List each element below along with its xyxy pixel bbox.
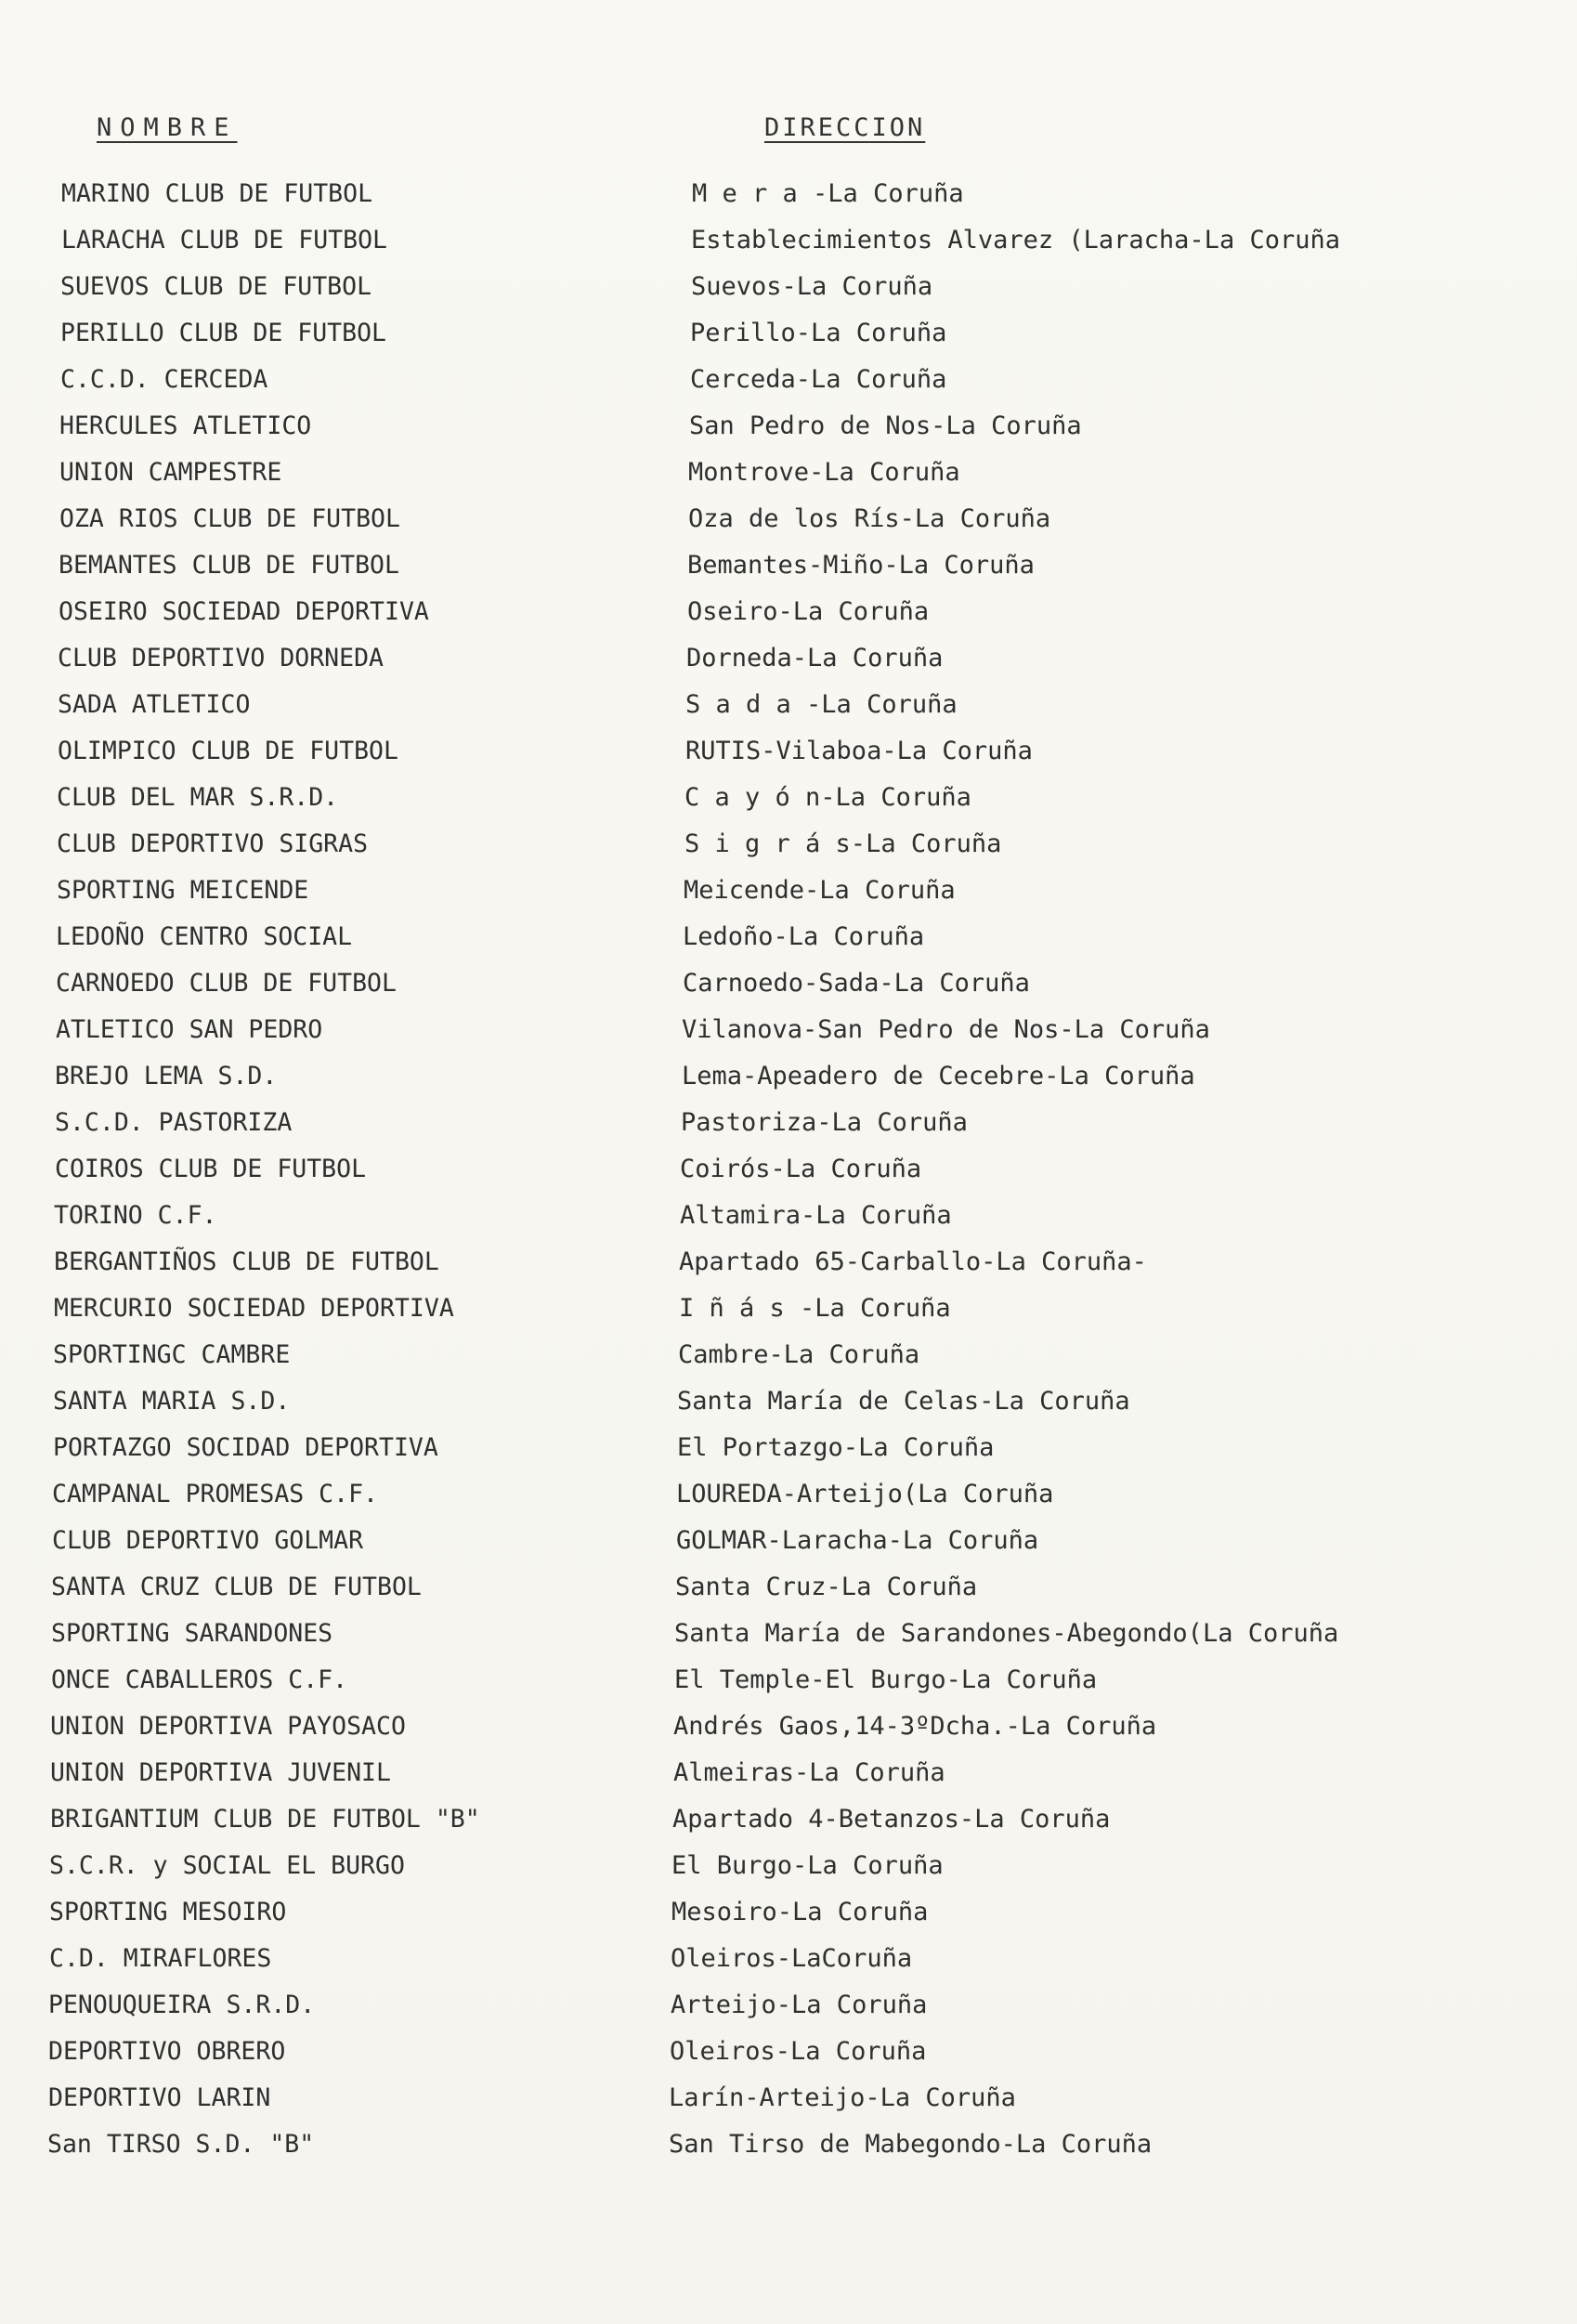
club-name: UNION DEPORTIVA JUVENIL bbox=[50, 1758, 391, 1787]
club-address: S a d a -La Coruña bbox=[685, 690, 958, 719]
club-address: I ñ á s -La Coruña bbox=[679, 1294, 951, 1323]
club-row bbox=[0, 969, 1577, 1006]
club-address: Andrés Gaos,14-3ºDcha.-La Coruña bbox=[673, 1712, 1157, 1741]
column-header-direccion: DIRECCION bbox=[764, 113, 926, 142]
club-row bbox=[0, 1340, 1577, 1377]
club-row bbox=[0, 272, 1577, 309]
club-row bbox=[0, 411, 1577, 449]
club-name: BREJO LEMA S.D. bbox=[55, 1062, 278, 1090]
club-row bbox=[0, 1433, 1577, 1470]
club-address: S i g r á s-La Coruña bbox=[684, 829, 1002, 858]
club-name: HERCULES ATLETICO bbox=[59, 411, 312, 440]
club-name: C.C.D. CERCEDA bbox=[60, 365, 268, 394]
club-row bbox=[0, 504, 1577, 542]
club-address: Coirós-La Coruña bbox=[680, 1155, 922, 1183]
club-row bbox=[0, 2037, 1577, 2074]
club-name: CARNOEDO CLUB DE FUTBOL bbox=[56, 969, 397, 998]
club-row bbox=[0, 365, 1577, 402]
club-address: El Portazgo-La Coruña bbox=[677, 1433, 995, 1462]
club-row bbox=[0, 1062, 1577, 1099]
club-row bbox=[0, 597, 1577, 634]
club-row bbox=[0, 319, 1577, 356]
club-name: PERILLO CLUB DE FUTBOL bbox=[60, 319, 386, 347]
club-name: SPORTING SARANDONES bbox=[51, 1619, 333, 1648]
club-row bbox=[0, 876, 1577, 913]
club-address: Carnoedo-Sada-La Coruña bbox=[683, 969, 1030, 998]
club-row bbox=[0, 644, 1577, 681]
club-name: C.D. MIRAFLORES bbox=[49, 1944, 272, 1973]
club-name: BERGANTIÑOS CLUB DE FUTBOL bbox=[54, 1247, 439, 1276]
club-row bbox=[0, 1201, 1577, 1238]
club-name: UNION DEPORTIVA PAYOSACO bbox=[50, 1712, 406, 1741]
club-address: Oza de los Rís-La Coruña bbox=[688, 504, 1051, 533]
club-row bbox=[0, 1712, 1577, 1749]
club-row bbox=[0, 690, 1577, 727]
club-address: Santa María de Sarandones-Abegondo(La Coruña bbox=[674, 1619, 1339, 1648]
club-row bbox=[0, 1758, 1577, 1795]
club-name: LARACHA CLUB DE FUTBOL bbox=[61, 226, 387, 255]
club-name: COIROS CLUB DE FUTBOL bbox=[55, 1155, 367, 1183]
club-row bbox=[0, 551, 1577, 588]
club-row bbox=[0, 1991, 1577, 2028]
club-address: Cerceda-La Coruña bbox=[690, 365, 947, 394]
club-address: Meicende-La Coruña bbox=[684, 876, 956, 905]
club-name: TORINO C.F. bbox=[54, 1201, 217, 1230]
column-header-nombre: NOMBRE bbox=[97, 113, 238, 142]
club-row bbox=[0, 829, 1577, 867]
club-name: PORTAZGO SOCIDAD DEPORTIVA bbox=[53, 1433, 438, 1462]
club-address: LOUREDA-Arteijo(La Coruña bbox=[676, 1480, 1054, 1508]
club-address: Montrove-La Coruña bbox=[688, 458, 960, 487]
club-address: Pastoriza-La Coruña bbox=[681, 1108, 968, 1137]
club-name: CLUB DEPORTIVO GOLMAR bbox=[52, 1526, 364, 1555]
club-address: Suevos-La Coruña bbox=[691, 272, 933, 301]
club-row bbox=[0, 1573, 1577, 1610]
club-name: PENOUQUEIRA S.R.D. bbox=[48, 1991, 316, 2019]
club-name: S.C.R. y SOCIAL EL BURGO bbox=[49, 1851, 405, 1880]
club-row bbox=[0, 1619, 1577, 1656]
club-address: San Tirso de Mabegondo-La Coruña bbox=[669, 2130, 1153, 2159]
club-name: SANTA CRUZ CLUB DE FUTBOL bbox=[51, 1573, 422, 1601]
club-address: Arteijo-La Coruña bbox=[671, 1991, 928, 2019]
club-address: Cambre-La Coruña bbox=[678, 1340, 920, 1369]
club-row bbox=[0, 1665, 1577, 1703]
club-name: CLUB DEL MAR S.R.D. bbox=[57, 783, 339, 812]
club-address: Establecimientos Alvarez (Laracha-La Coruña bbox=[691, 226, 1340, 255]
club-address: El Burgo-La Coruña bbox=[671, 1851, 944, 1880]
club-row bbox=[0, 1805, 1577, 1842]
club-name: SADA ATLETICO bbox=[58, 690, 251, 719]
club-address: Santa María de Celas-La Coruña bbox=[677, 1387, 1130, 1416]
club-name: OSEIRO SOCIEDAD DEPORTIVA bbox=[59, 597, 429, 626]
club-name: SANTA MARIA S.D. bbox=[53, 1387, 291, 1416]
club-row bbox=[0, 1155, 1577, 1192]
club-name: CLUB DEPORTIVO SIGRAS bbox=[57, 829, 369, 858]
club-address: Dorneda-La Coruña bbox=[686, 644, 944, 672]
club-address: Perillo-La Coruña bbox=[690, 319, 947, 347]
club-name: UNION CAMPESTRE bbox=[59, 458, 282, 487]
club-address: M e r a -La Coruña bbox=[692, 179, 964, 208]
club-address: Mesoiro-La Coruña bbox=[671, 1898, 929, 1926]
club-address: GOLMAR-Laracha-La Coruña bbox=[676, 1526, 1039, 1555]
club-address: Apartado 4-Betanzos-La Coruña bbox=[672, 1805, 1111, 1834]
club-name: MARINO CLUB DE FUTBOL bbox=[61, 179, 373, 208]
club-row bbox=[0, 1015, 1577, 1052]
club-name: BRIGANTIUM CLUB DE FUTBOL "B" bbox=[50, 1805, 480, 1834]
club-row bbox=[0, 1247, 1577, 1285]
club-row bbox=[0, 2130, 1577, 2167]
club-address: El Temple-El Burgo-La Coruña bbox=[674, 1665, 1098, 1694]
club-row bbox=[0, 1851, 1577, 1888]
club-name: SPORTINGC CAMBRE bbox=[53, 1340, 291, 1369]
club-name: DEPORTIVO LARIN bbox=[48, 2083, 271, 2112]
club-name: San TIRSO S.D. "B" bbox=[47, 2130, 315, 2159]
club-name: MERCURIO SOCIEDAD DEPORTIVA bbox=[54, 1294, 454, 1323]
club-name: S.C.D. PASTORIZA bbox=[55, 1108, 293, 1137]
club-row bbox=[0, 179, 1577, 216]
club-address: Bemantes-Miño-La Coruña bbox=[687, 551, 1035, 580]
club-name: OZA RIOS CLUB DE FUTBOL bbox=[59, 504, 400, 533]
club-address: Oleiros-La Coruña bbox=[670, 2037, 927, 2066]
club-name: SPORTING MESOIRO bbox=[49, 1898, 287, 1926]
club-row bbox=[0, 737, 1577, 774]
club-row bbox=[0, 458, 1577, 495]
club-row bbox=[0, 1387, 1577, 1424]
club-row bbox=[0, 1898, 1577, 1935]
club-row bbox=[0, 922, 1577, 960]
club-name: DEPORTIVO OBRERO bbox=[48, 2037, 286, 2066]
club-name: CAMPANAL PROMESAS C.F. bbox=[52, 1480, 378, 1508]
club-address: Vilanova-San Pedro de Nos-La Coruña bbox=[682, 1015, 1210, 1044]
club-name: LEDOÑO CENTRO SOCIAL bbox=[56, 922, 353, 951]
club-row bbox=[0, 1108, 1577, 1145]
club-name: SPORTING MEICENDE bbox=[57, 876, 309, 905]
club-name: CLUB DEPORTIVO DORNEDA bbox=[58, 644, 384, 672]
club-name: OLIMPICO CLUB DE FUTBOL bbox=[58, 737, 398, 765]
club-address: Oleiros-LaCoruña bbox=[671, 1944, 913, 1973]
club-name: ATLETICO SAN PEDRO bbox=[56, 1015, 323, 1044]
club-address: Apartado 65-Carballo-La Coruña- bbox=[679, 1247, 1147, 1276]
club-address: Ledoño-La Coruña bbox=[683, 922, 925, 951]
club-name: ONCE CABALLEROS C.F. bbox=[51, 1665, 348, 1694]
club-row bbox=[0, 1944, 1577, 1981]
club-address: Almeiras-La Coruña bbox=[673, 1758, 945, 1787]
club-name: BEMANTES CLUB DE FUTBOL bbox=[59, 551, 399, 580]
club-address: Larín-Arteijo-La Coruña bbox=[669, 2083, 1016, 2112]
club-address: Oseiro-La Coruña bbox=[687, 597, 930, 626]
club-row bbox=[0, 226, 1577, 263]
club-row bbox=[0, 1480, 1577, 1517]
club-row bbox=[0, 1526, 1577, 1563]
club-address: RUTIS-Vilaboa-La Coruña bbox=[685, 737, 1033, 765]
club-row bbox=[0, 2083, 1577, 2121]
club-address: San Pedro de Nos-La Coruña bbox=[689, 411, 1082, 440]
club-row bbox=[0, 1294, 1577, 1331]
club-address: C a y ó n-La Coruña bbox=[684, 783, 971, 812]
club-address: Santa Cruz-La Coruña bbox=[675, 1573, 978, 1601]
club-row bbox=[0, 783, 1577, 820]
club-name: SUEVOS CLUB DE FUTBOL bbox=[60, 272, 372, 301]
club-address: Lema-Apeadero de Cecebre-La Coruña bbox=[682, 1062, 1195, 1090]
club-address: Altamira-La Coruña bbox=[680, 1201, 952, 1230]
